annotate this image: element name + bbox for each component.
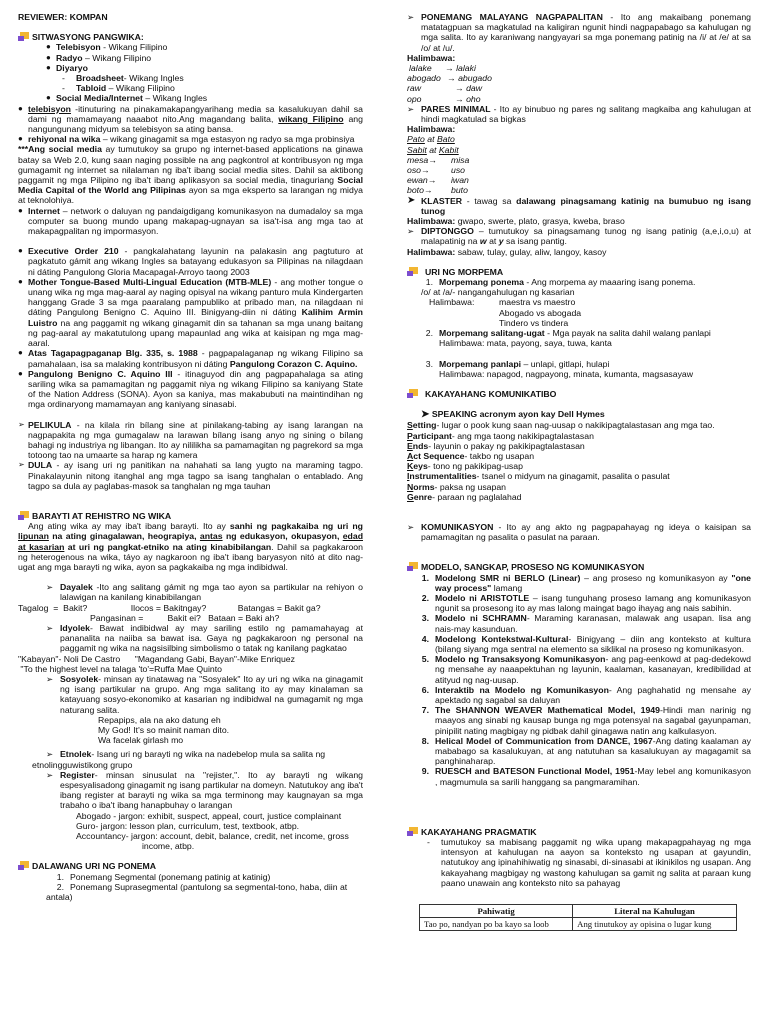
table-row bbox=[420, 918, 737, 931]
speaking-row: Norms- paksa ng usapan bbox=[407, 481, 507, 492]
flag-icon bbox=[407, 389, 419, 399]
halimbawa-label: Halimbawa: bbox=[407, 52, 456, 63]
internet-paragraph: ● Internet – network o daluyan ng pandaigdigang komunikasyon na dumadaloy sa mga computer sa buong mundo upang makapag-ugnayan sa isa't-isa ang mga tao at makapagpalitan ng impormasyon. bbox=[18, 205, 363, 237]
list-item: - Tabloid – Wikang Filipino bbox=[62, 83, 175, 94]
morpema-example: Abogado vs abogada bbox=[499, 307, 582, 318]
flag-icon bbox=[407, 562, 419, 572]
list-item: 9. RUESCH and BATESON Functional Model, 1951-May lebel ang komunikasyon , magmumula sa sarili hanggang sa pangmaramihan. bbox=[421, 766, 752, 787]
list-item: 2. Ponemang Suprasegmental (pantulong sa segmental-tono, haba, diin at bbox=[56, 881, 348, 892]
flag-icon bbox=[407, 827, 419, 837]
barayti-paragraph: Ang ating wika ay may iba't ibang barayti. Ito ay sanhi ng pagkakaiba ng uri ng lipunan na ating ginagalawan, heograpiya, antas ng edukasyon, okupasyon, edad at kasarian at uri ng pangkat-etniko na ating kinabibilangan. Dahil sa pagkakaroon ng heterogenous na wika, táyo ay nagkaroon ng iba't ibang baryasyon nitó at dito nag-ugat ang mga barayti ng wika, ayon sa pagkakaiba ng mga indibidwal. bbox=[18, 521, 363, 572]
kabayan-line: "Kabayan"- Noli De Castro "Magandang Gabi, Bayan"-Mike Enriquez bbox=[18, 653, 295, 664]
example-row: Sabit at Kabit bbox=[407, 144, 459, 155]
list-item: ● Diyaryo bbox=[46, 62, 88, 73]
pahiwatig-table bbox=[419, 904, 737, 931]
tagalog-line: Tagalog = Bakit? Ilocos = Bakitngay? Batangas = Bakit ga? bbox=[18, 602, 321, 613]
example-row: oso→ uso bbox=[407, 165, 466, 176]
diptonggo-example: Halimbawa: sabaw, tulay, gulay, aliw, langoy, kasoy bbox=[407, 246, 607, 257]
morpema-detail: /o/ at /a/- nangangahulugan ng kasarian bbox=[421, 287, 575, 298]
sitwasyon-heading: SITWASYONG PANGWIKA: bbox=[18, 32, 363, 42]
example-row: opo → oho bbox=[407, 93, 481, 104]
pelikula-paragraph: ➢ PELIKULA - na kilala rin bílang sine at pinilakang-tabing ay isang larangan na nagpapakita ng mga gumagalaw na larawan bílang isang anyo ng sining o bílang bahagi ng industriya ng libangan. Ito ay nililikha sa pamamagitan ng pagrekord sa mga totoong tao na umaarte sa harap ng kamera bbox=[18, 419, 363, 461]
komunikatibo-heading: KAKAYAHANG KOMUNIKATIBO bbox=[407, 389, 751, 399]
list-item: 5. Modelo ng Transaksyong Komunikasyon- ang pag-eenkowd at pag-dedekowd ng mensahe ay naaapektuhan ng layunin, kaalaman, kasanayan, kredibilidad at atityud ng nag-uusap. bbox=[421, 654, 751, 685]
highest-line: "To the highest level na talaga 'to'=Ruffa Mae Quinto bbox=[18, 663, 223, 674]
list-item: 1. Modelong SMR ni BERLO (Linear) – ang proseso ng komunikasyon ay "one way process" lamang bbox=[421, 572, 751, 593]
table-header: Pahiwatig bbox=[420, 905, 573, 918]
right-column bbox=[407, 12, 751, 931]
list-continuation: antala) bbox=[46, 892, 73, 903]
list-item: 2. Modelo ni ARISTOTLE – isang tunguhang proseso lamang ang komunikasyon ngunit sa prosesong ito ay mas lalong maingat bago ihayag ang nais sabihin. bbox=[421, 592, 751, 614]
register-item: ➢ Register- minsan sinusulat na "rejister,". Ito ay barayti ng wikang espesyalisadong ginagamit ng isang partikular na domeyn. Natutukoy ang iba't ibang register at barayti ng wika sa mga terminong may kaugnayan sa mga trabaho o iba't ibang hanapbuhay o larangan bbox=[46, 769, 363, 811]
atas-paragraph: ● Atas Tagapagpaganap Blg. 335, s. 1988 - pagpapalaganap ng wikang Filipino sa pamahalaan, isa sa malaking kontribusyon ni dáting Pangulong Corazon C. Aquino. bbox=[18, 348, 363, 369]
modelo-heading: MODELO, SANGKAP, PROSESO NG KOMUNIKASYON bbox=[407, 562, 751, 572]
etnolek-item: ➢ Etnolek- Isang uri ng barayti ng wika na nadebelop mula sa salita ng bbox=[46, 749, 326, 760]
list-item: 6. Interaktib na Modelo ng Komunikasyon- Ang paghahatid ng mensahe ay apektado ng sagabal sa daluyan bbox=[421, 684, 751, 705]
example-row: boto→ buto bbox=[407, 185, 468, 196]
left-column bbox=[18, 12, 363, 902]
morpema-heading: URI NG MORPEMA bbox=[407, 267, 751, 277]
komunikasyon-paragraph: ➢ KOMUNIKASYON - Ito ay ang akto ng pagpapahayag ng ideya o kaisipan sa pamamagitan ng pasalita o pasulat na paraan. bbox=[407, 521, 751, 543]
list-item: 7. The SHANNON WEAVER Mathematical Model, 1949-Hindi man narinig ng maayos ang sinabi ng kausap bunga ng mga potensyal na sagabal gayunpaman, pinipilit nating magbigay ng pidbak dahil ginagawa natin ang kalkulasyon. bbox=[421, 705, 751, 736]
sosyolek-item: ➢ Sosyolek- minsan ay tinatawag na "Sosyalek" Ito ay uri ng wika na ginagamit ng isang partikular na grupo. Ang mga salitang ito ay may kinalaman sa katayuang sosyo-ekonomiko at kasarian ng indibidwal na gumagamit ng mga naturang salita. bbox=[46, 673, 363, 715]
example-row: mesa→ misa bbox=[407, 154, 470, 165]
speaking-row: Setting- lugar o pook kung saan nag-uusap o nakikipagtalastasan ang mga tao. bbox=[407, 420, 715, 431]
flag-icon bbox=[18, 861, 30, 871]
speaking-row: Instrumentalities- tsanel o midyum na ginagamit, pasalita o pasulat bbox=[407, 471, 670, 482]
idyolek-item: ➢ Idyolek- Bawat indibidwal ay may sariling estilo ng pamamahayag at pananalita na naiiba sa bawat isa. Gaya ng pagkakaroon ng personal na paggamit ng wika na nagsisilbing simbolismo o tatak ng kanilang pagkatao bbox=[46, 622, 363, 654]
malayang-paragraph: ➢ PONEMANG MALAYANG NAGPAPALITAN - Ito ang makaibang ponemang matatagpuan sa magkatulad na kaligiran ngunit hindi nagpapabago sa kahulugan ng mga salita. Ito ay karaniwang nangyayari sa mga ponemang patinig na /i/ at /e/ at sa /o/ at /u/. bbox=[407, 12, 751, 53]
morpema-detail: Halimbawa: mata, payong, saya, tuwa, kanta bbox=[439, 338, 612, 349]
list-item: 1. Ponemang Segmental (ponemang patinig at katinig) bbox=[56, 871, 271, 882]
jargon-line: Abogado - jargon: exhibit, suspect, appeal, court, justice complainant bbox=[76, 810, 342, 821]
pangasinan-line: Pangasinan = Bakit ei? Bataan = Baki ah? bbox=[90, 612, 280, 623]
jargon-continuation: income, atbp. bbox=[142, 841, 195, 852]
klaster-paragraph: ➤ KLASTER - tawag sa dalawang pinagsamang katinig na bumubuo ng isang tunog bbox=[407, 194, 752, 216]
barayti-heading: BARAYTI AT REHISTRO NG WIKA bbox=[18, 511, 363, 521]
rehiyonal-paragraph: ● rehiyonal na wika – wikang ginagamit sa mga estasyon ng radyo sa mga probinsiya bbox=[18, 134, 355, 145]
example-line: Wa facelak girlash mo bbox=[98, 735, 184, 746]
example-row: raw → daw bbox=[407, 83, 483, 94]
example-line: My God! It's so mainit naman dito. bbox=[98, 725, 230, 735]
pragmatik-paragraph: - tumutukoy sa mabisang paggamit ng wika upang makapagpahayag ng mga intensyon at kahulugan na aayon sa konteksto ng usapan at gayundin, natutukoy ang ipinahihiwatig ng sinasabi, di-sinasabi at ikinikilos ng usapan. Ang kakayahang magbigay ng wastong kahulugan sa gamit ng salita at paraan kung paano unawain ang konteksto nito sa pahayag bbox=[427, 837, 751, 888]
flag-icon bbox=[18, 511, 30, 521]
speaking-row: Participant- ang mga taong nakikipagtalastasan bbox=[407, 430, 594, 441]
jargon-line: Accountancy- jargon: account, debit, balance, credit, net income, gross bbox=[76, 831, 349, 842]
dayalek-item: ➢ Dayalek -Ito ang salitang gámit ng mga tao ayon sa partikular na rehiyon o lalawigan na kanilang kinabibilangan bbox=[46, 582, 363, 603]
example-row: lalake → lalaki bbox=[409, 63, 476, 74]
speaking-title: ➤ SPEAKING acronym ayon kay Dell Hymes bbox=[421, 409, 605, 421]
morpema-example: Halimbawa: maestra vs maestro bbox=[429, 297, 576, 308]
table-header: Literal na Kahulugan bbox=[573, 905, 737, 918]
klaster-example: Halimbawa: gwapo, swerte, plato, grasya, kweba, braso bbox=[407, 216, 625, 227]
flag-icon bbox=[18, 32, 30, 42]
example-row: abogado → abugado bbox=[407, 73, 492, 84]
list-item: ● Radyo – Wikang Filipino bbox=[46, 52, 152, 63]
speaking-row: Keys- tono ng pakikipag-usap bbox=[407, 461, 523, 472]
etnolek-continuation: etnolingguwistikong grupo bbox=[32, 759, 133, 770]
list-item: ● Social Media/Internet – Wikang Ingles bbox=[46, 93, 208, 104]
list-item: 3. Morpemang panlapi – unlapi, gitlapi, hulapi bbox=[425, 358, 610, 369]
speaking-row: Genre- paraan ng paglalahad bbox=[407, 491, 522, 502]
speaking-row: Ends- layunin o pakay ng pakikipagtalastasan bbox=[407, 440, 585, 451]
social-media-paragraph: ***Ang social media ay tumutukoy sa grupo ng internet-based applications na ginawa batay sa Web 2.0, kung saan naging possible na ang pagkontrol at kontribusyon ng mga gumagamit ng internet sa nilalaman ng iba't ibang social media sites. Dahil sa aktibong paggamit ng mga Pilipino ng iba't ibang aplikasyon sa social media, tinaguriang Social Media Capital of the World ang Pilipinas ayon sa mga eksperto sa larangan ng midya at teknolohiya. bbox=[18, 144, 363, 206]
example-row: Pato at Bato bbox=[407, 134, 455, 145]
list-item: - Broadsheet- Wikang Ingles bbox=[62, 73, 184, 84]
reviewer-title: REVIEWER: KOMPAN bbox=[18, 12, 108, 22]
pnoy-paragraph: ● Pangulong Benigno C. Aquino III - itinaguyod din ang pagpapahalaga sa ating sariling wika sa pamamagitan ng paggamit niya ng wikang Filipino sa kaniyang State of the Nation Address (SONA). Ayon sa kaniya, mas makabubuti na maintindihan ng mga ordinaryong mamamayan ang kaniyang sinasabi. bbox=[18, 368, 363, 410]
pares-paragraph: ➢ PARES MINIMAL - Ito ay binubuo ng pares ng salitang magkaiba ang kahulugan at hindi magkatulad sa bigkas bbox=[407, 103, 752, 125]
list-item: 8. Helical Model of Communication from DANCE, 1967-Ang dating kaalaman ay mababago sa kasalukuyan, at ang natutuhan sa kasalukuyan ay magagamit sa panghinaharap. bbox=[421, 735, 751, 767]
eo210-paragraph: ● Executive Order 210 - pangkalahatang layunin na palakasin ang pagtuturo at pagkatuto gámit ang wikang Ingles sa batayang edukasyon sa Pilipinas na nilagdaan ni dáting Pangulong Gloria Macapagal-Arroyo taong 2003 bbox=[18, 246, 363, 277]
pragmatik-heading: KAKAYAHANG PRAGMATIK bbox=[407, 827, 751, 837]
example-row: ewan→ iwan bbox=[407, 175, 469, 186]
list-item: ● Telebisyon - Wikang Filipino bbox=[46, 42, 168, 53]
morpema-example: Tindero vs tindera bbox=[499, 317, 569, 328]
telebisyon-paragraph: ● telebisyon -itinuturing na pinakamakapangyarihang media sa kasalukuyan dahil sa dami ng mamamayang naaabot nito.Ang magandang balita, wikang Filipino ang nangungunang midyum sa telebisyon sa ating bansa. bbox=[18, 103, 363, 135]
morpema-detail: Halimbawa: napagod, nagpayong, minata, kumanta, magsasayaw bbox=[439, 368, 694, 379]
jargon-line: Guro- jargon: lesson plan, curriculum, test, textbook, atbp. bbox=[76, 820, 300, 831]
diptonggo-paragraph: ➢ DIPTONGGO – tumutukoy sa pinagsamang tunog ng isang patinig (a,e,i,o,u) at malapatinig na w at y sa isang pantig. bbox=[407, 226, 751, 247]
speaking-row: Act Sequence- takbo ng usapan bbox=[407, 450, 535, 461]
table-cell: Ang tinutukoy ay opisina o lugar kung bbox=[573, 918, 737, 931]
example-line: Repapips, ala na ako datung eh bbox=[98, 714, 221, 725]
list-item: 3. Modelo ni SCHRAMN- Maraming karanasan, malawak ang usapan. lisa ang nais-may kasunduan. bbox=[421, 613, 751, 634]
dula-paragraph: ➢ DULA - ay isang uri ng panitikan na nahahati sa lang yugto na maraming tagpo. Pinakalayunin nitong itanghal ang mga tagpo sa isang tanghalan o entablado. Ang tagpo sa dula ay paglabas-masok sa tanghalan ng mga tauhan bbox=[18, 460, 363, 491]
list-item: 4. Modelong Kontekstwal-Kultural- Binigyang – diin ang konteksto at kultura (bilang siyang mga sentral na elemento sa siklikal na proseso ng komunikasyon. bbox=[421, 633, 751, 654]
flag-icon bbox=[407, 267, 419, 277]
ponema-heading: DALAWANG URI NG PONEMA bbox=[18, 861, 363, 871]
list-item: 1. Morpemang ponema - Ang morpema ay maaaring isang ponema. bbox=[425, 277, 696, 288]
halimbawa-label: Halimbawa: bbox=[407, 124, 456, 135]
list-item: 2. Morpemang salitang-ugat - Mga payak na salita dahil walang panlapi bbox=[425, 328, 711, 339]
mtbmle-paragraph: ● Mother Tongue-Based Multi-Lingual Education (MTB-MLE) - ang mother tongue o unang wika ng mga mag-aaral ay naging opisyal na wikang panturo mula Kindergarten hanggang Grade 3 sa mga paaralang pampubliko at pribado man, na nilagdaan ni dáting Pangulong Benigno C. Aquino III. Binigyang-diin ni dáting Kalihim Armin Luistro na ang paggamit ng wikang ginagamit din sa tahanan sa mga unang baitang ng pag-aaral ay makatutulong upang mapaunlad ang wika at kaisipan ng mga mag-aaral. bbox=[18, 276, 363, 349]
table-cell: Tao po, nandyan po ba kayo sa loob bbox=[420, 918, 573, 931]
